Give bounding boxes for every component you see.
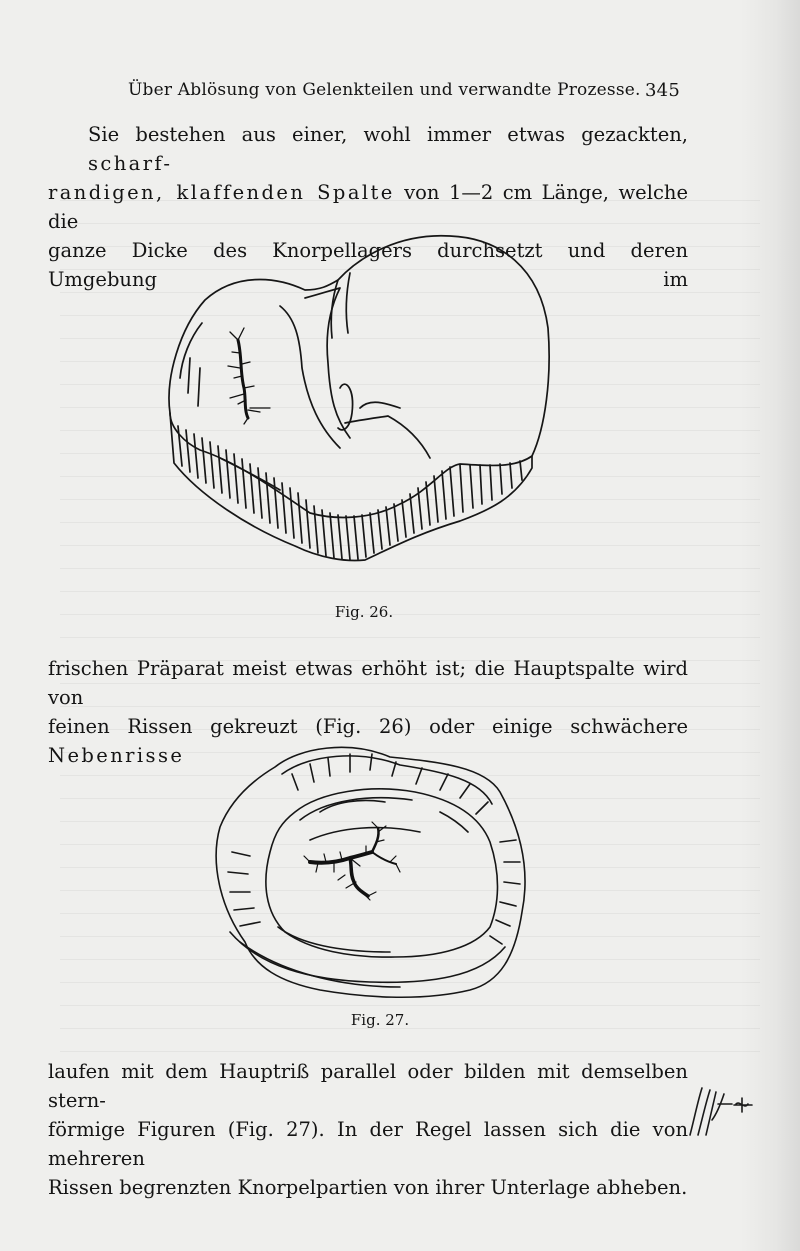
spaced-text-run: scharf-	[88, 152, 173, 175]
paragraph-1-line-1	[48, 120, 688, 178]
paragraph-3	[48, 1057, 688, 1202]
figure-27	[200, 732, 540, 1002]
header-title: Über Ablösung von Gelenkteilen und verwandte Prozesse.	[128, 80, 641, 100]
paragraph-2-line-1: frischen Präparat meist etwas erhöht ist; die Hauptspalte wird von	[48, 657, 688, 709]
handwritten-margin-mark	[686, 1080, 766, 1144]
paragraph-3-line-1: laufen mit dem Hauptriß parallel oder bilden mit demselben stern-	[48, 1060, 688, 1112]
figure-27-drawing	[200, 732, 540, 1002]
text-run: Sie bestehen aus einer, wohl immer etwas gezackten,	[88, 123, 688, 146]
figure-26	[160, 228, 560, 588]
spaced-text-run: Nebenrisse	[48, 744, 185, 767]
figure-26-drawing	[160, 228, 560, 588]
page-number: 345	[645, 80, 680, 101]
figure-26-caption: Fig. 26.	[334, 603, 394, 621]
text-run: von 1—2 cm Länge, welche die	[48, 181, 688, 233]
scan-edge-shadow	[740, 0, 800, 1251]
spaced-text-run: randigen, klaffenden Spalte	[48, 181, 395, 204]
margin-mark-drawing	[686, 1080, 766, 1140]
text-run: feinen Rissen gekreuzt (Fig. 26) oder einige schwächere	[48, 715, 688, 738]
figure-27-caption: Fig. 27.	[350, 1011, 410, 1029]
paragraph-3-line-3: Rissen begrenzten Knorpelpartien von ihrer Unterlage abheben.	[48, 1176, 688, 1199]
paragraph-3-line-2: förmige Figuren (Fig. 27). In der Regel lassen sich die von mehreren	[48, 1118, 688, 1170]
paragraph-1-line-3: ganze Dicke des Knorpellagers durchsetzt und deren Umgebung im	[48, 239, 688, 291]
